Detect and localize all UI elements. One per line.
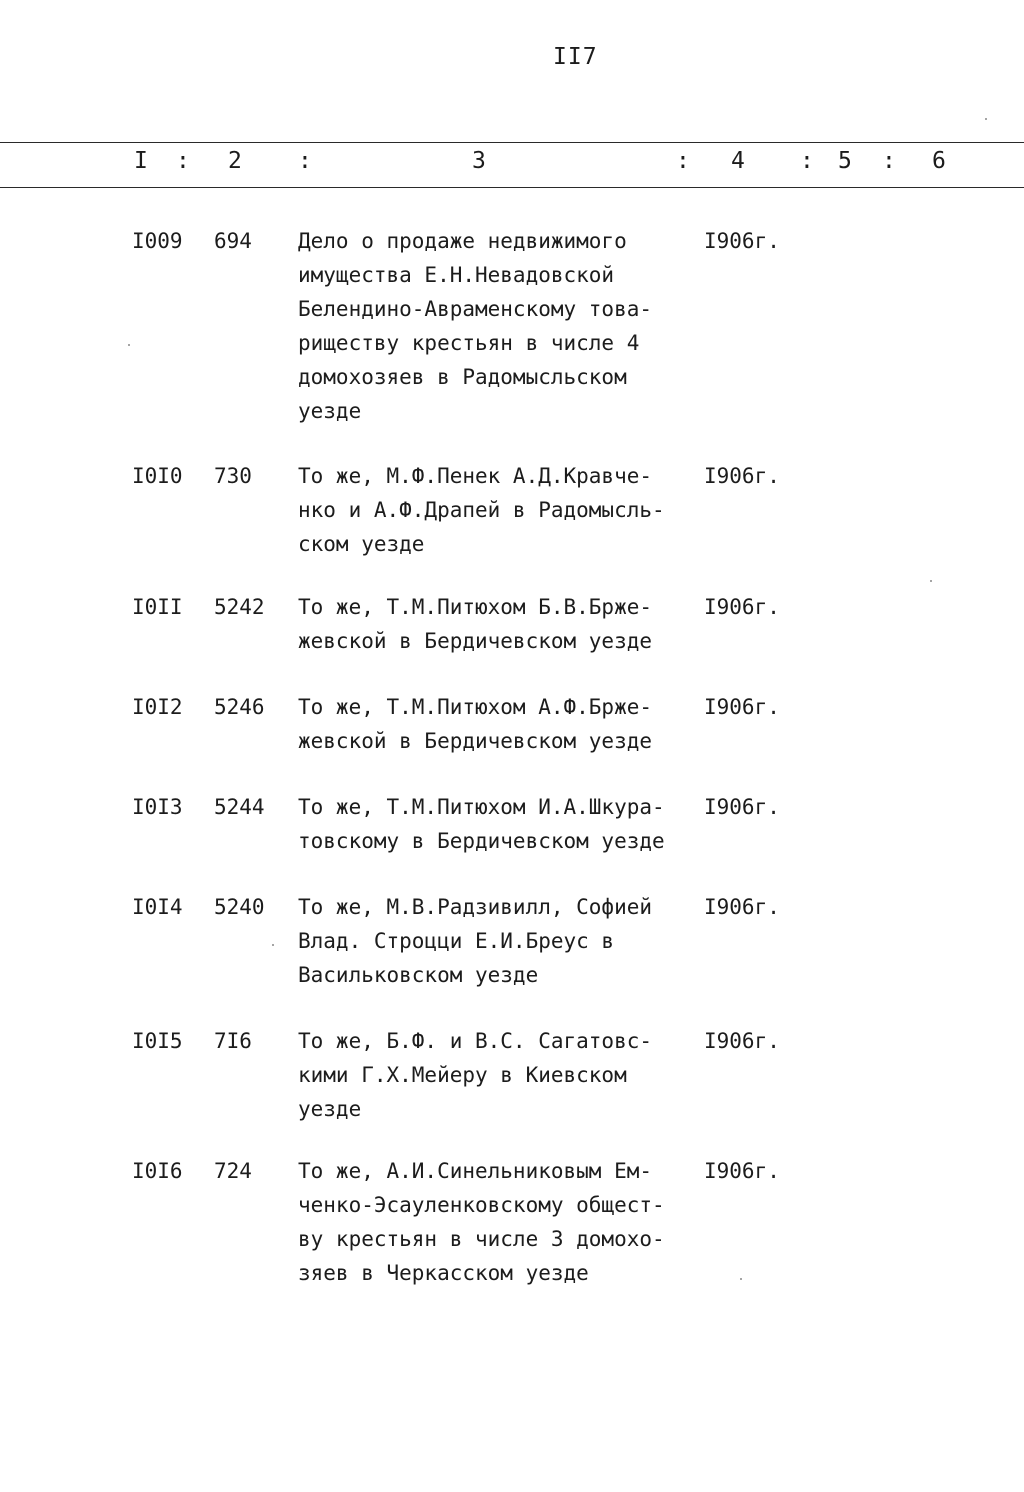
header-col6: 6: [932, 148, 946, 174]
record-number: I0I5: [132, 1029, 183, 1053]
description-line: ченко-Эсауленковскому общест-: [298, 1193, 665, 1217]
header-separator: :: [176, 148, 190, 174]
record-description: [298, 590, 652, 658]
record-description: [298, 690, 652, 758]
description-line: товскому в Бердичевском уезде: [298, 829, 665, 853]
header-col5: 5: [838, 148, 852, 174]
description-line: Васильковском уезде: [298, 963, 539, 987]
record-number: I0II: [132, 595, 183, 619]
file-number: 5240: [214, 895, 265, 919]
file-number: 724: [214, 1159, 252, 1183]
record-year: I906г.: [704, 1029, 780, 1053]
record-number: I0I4: [132, 895, 183, 919]
record-number: I009: [132, 229, 183, 253]
header-separator: :: [800, 148, 814, 174]
record-description: [298, 459, 665, 561]
file-number: 694: [214, 229, 252, 253]
description-line: имущества Е.Н.Невадовской: [298, 263, 615, 287]
record-year: I906г.: [704, 895, 780, 919]
description-line: уезде: [298, 1097, 362, 1121]
description-line: То же, А.И.Синельниковым Ем-: [298, 1159, 653, 1183]
description-line: Белендино-Авраменскому това-: [298, 297, 653, 321]
file-number: 5244: [214, 795, 265, 819]
record-description: [298, 224, 652, 428]
record-year: I906г.: [704, 229, 780, 253]
header-bottom-rule: [0, 187, 1024, 188]
header-separator: :: [298, 148, 312, 174]
description-line: ву крестьян в числе 3 домохо-: [298, 1227, 665, 1251]
header-separator: :: [882, 148, 896, 174]
file-number: 7I6: [214, 1029, 252, 1053]
record-year: I906г.: [704, 1159, 780, 1183]
record-year: I906г.: [704, 795, 780, 819]
record-description: [298, 1154, 665, 1290]
description-line: зяев в Черкасском уезде: [298, 1261, 589, 1285]
description-line: кими Г.Х.Мейеру в Киевском: [298, 1063, 627, 1087]
scan-speck: [128, 344, 130, 346]
header-top-rule: [0, 142, 1024, 143]
description-line: Влад. Строцци Е.И.Бреус в: [298, 929, 615, 953]
scan-speck: [740, 1278, 742, 1280]
file-number: 5242: [214, 595, 265, 619]
record-description: [298, 1024, 652, 1126]
description-line: ском уезде: [298, 532, 425, 556]
record-year: I906г.: [704, 464, 780, 488]
record-description: [298, 890, 652, 992]
header-col2: 2: [228, 148, 242, 174]
record-year: I906г.: [704, 595, 780, 619]
record-number: I0I2: [132, 695, 183, 719]
file-number: 730: [214, 464, 252, 488]
description-line: То же, М.Ф.Пенек А.Д.Кравче-: [298, 464, 653, 488]
page-number: II7: [553, 44, 598, 70]
header-col3: 3: [472, 148, 486, 174]
description-line: риществу крестьян в числе 4: [298, 331, 640, 355]
description-line: То же, Т.М.Питюхом И.А.Шкура-: [298, 795, 665, 819]
description-line: Дело о продаже недвижимого: [298, 229, 627, 253]
description-line: То же, Т.М.Питюхом А.Ф.Бржe-: [298, 695, 653, 719]
description-line: жевской в Бердичевском уезде: [298, 629, 653, 653]
record-description: [298, 790, 665, 858]
description-line: домохозяев в Радомысльском: [298, 365, 627, 389]
description-line: То же, Т.М.Питюхом Б.В.Бржe-: [298, 595, 653, 619]
description-line: уезде: [298, 399, 362, 423]
header-separator: :: [676, 148, 690, 174]
file-number: 5246: [214, 695, 265, 719]
description-line: То же, М.В.Радзивилл, Софией: [298, 895, 653, 919]
description-line: То же, Б.Ф. и В.С. Сагатовс-: [298, 1029, 653, 1053]
description-line: жевской в Бердичевском уезде: [298, 729, 653, 753]
record-number: I0I3: [132, 795, 183, 819]
record-year: I906г.: [704, 695, 780, 719]
header-col4: 4: [731, 148, 745, 174]
scan-speck: [930, 580, 932, 582]
description-line: нко и А.Ф.Драпей в Радомысль-: [298, 498, 665, 522]
header-col1: I: [134, 148, 148, 174]
record-number: I0I0: [132, 464, 183, 488]
scan-speck: [985, 118, 987, 120]
scan-speck: [272, 944, 274, 946]
record-number: I0I6: [132, 1159, 183, 1183]
